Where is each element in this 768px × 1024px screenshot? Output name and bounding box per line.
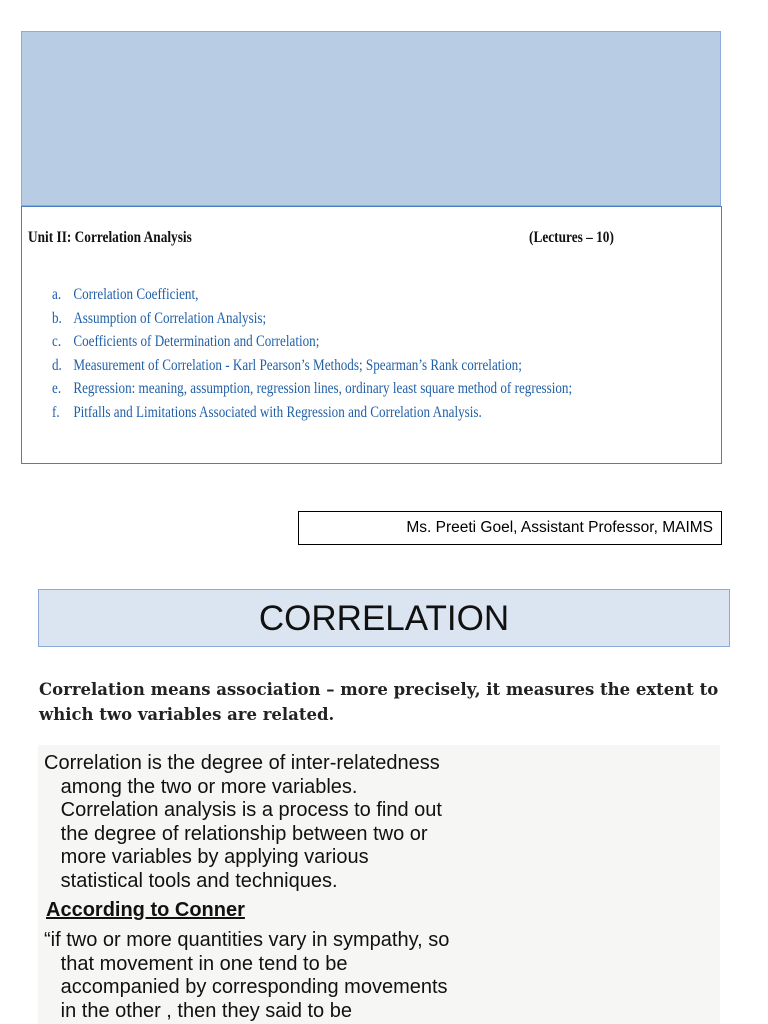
list-item: c. Coefficients of Determination and Correlation; (52, 333, 320, 350)
author-credit: Ms. Preeti Goel, Assistant Professor, MAIMS (298, 511, 722, 545)
syllabus-box (21, 206, 722, 464)
conner-heading: According to Conner (46, 899, 245, 921)
list-item: a. Correlation Coefficient, (52, 286, 199, 303)
topic-list (52, 283, 686, 424)
intro-text: Correlation means association – more precisely, it measures the extent to which two variables are related. (39, 680, 719, 724)
definition-text: Correlation is the degree of inter-relatedness among the two or more variables. Correlation analysis is a process to find out the degree of relationship between two or more variables by applying various statistical tools and techniques. (44, 752, 442, 892)
list-item: b. Assumption of Correlation Analysis; (52, 309, 267, 327)
unit-title: Unit II: Correlation Analysis (28, 229, 192, 246)
lectures-count: (Lectures – 10) (529, 229, 614, 246)
list-item: f. Pitfalls and Limitations Associated with Regression and Correlation Analysis. (52, 403, 482, 421)
list-item: e. Regression: meaning, assumption, regression lines, ordinary least square method of regression; (52, 380, 573, 397)
slide-header-banner (21, 31, 721, 206)
slide-title: CORRELATION (38, 589, 730, 647)
definition-scan (38, 745, 720, 1024)
list-item: d. Measurement of Correlation - Karl Pearson’s Methods; Spearman’s Rank correlation; (52, 356, 522, 374)
conner-quote: “if two or more quantities vary in sympathy, so that movement in one tend to be accompanied by corresponding movements in the other , then they said to be (44, 929, 450, 1022)
